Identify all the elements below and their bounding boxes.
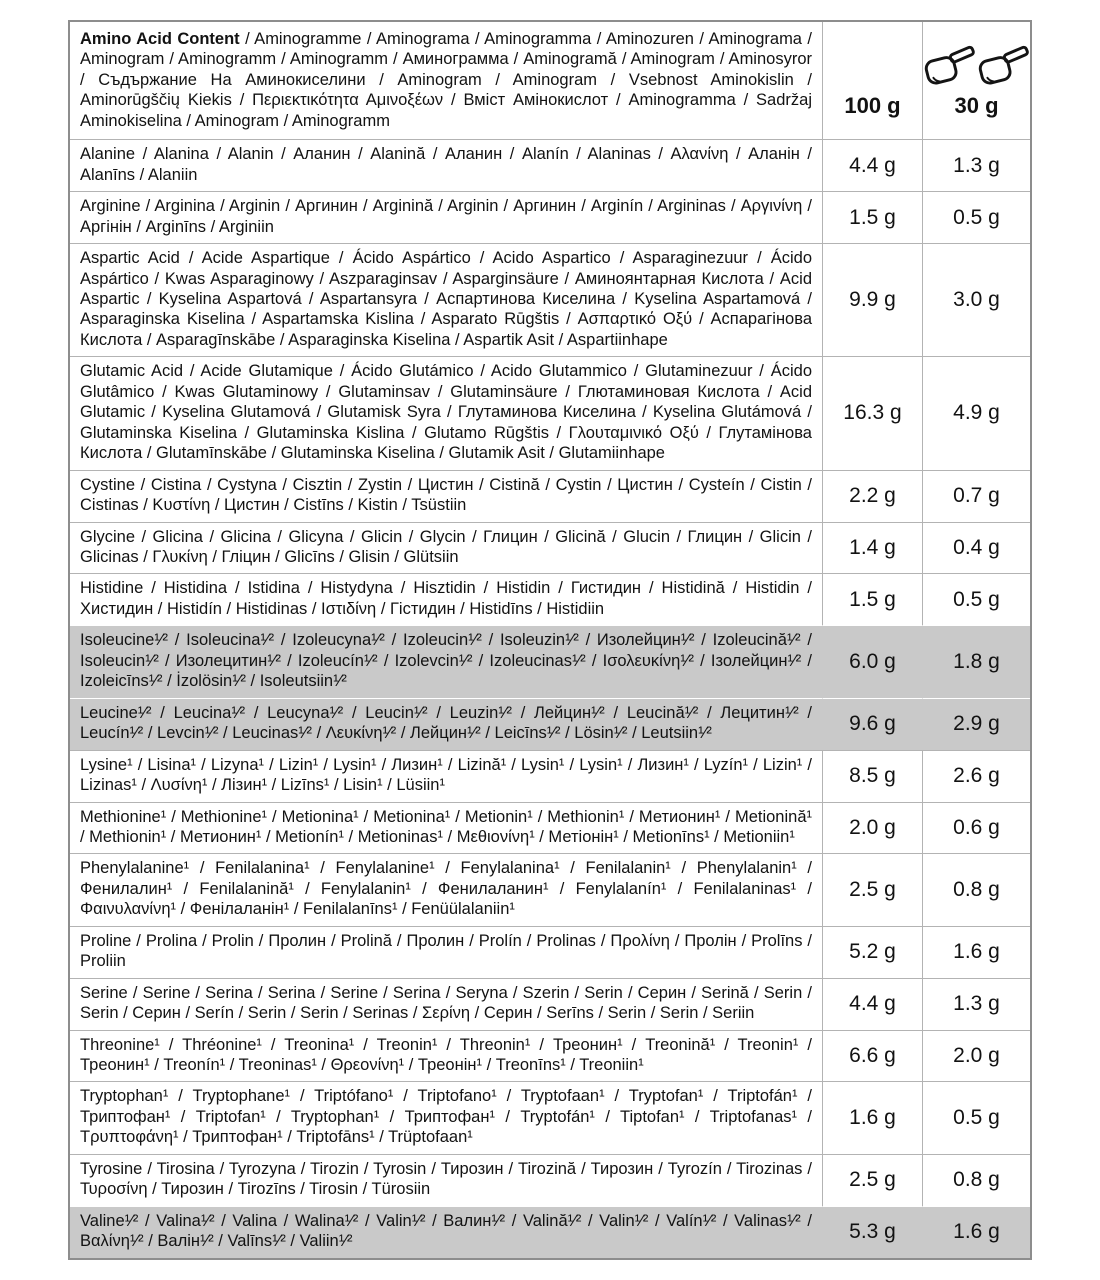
- table-row: [70, 1081, 1030, 1153]
- value-per-30g: 1.3 g: [922, 978, 1030, 1030]
- amino-acid-names: Leucine¹⁄² / Leucina¹⁄² / Leucyna¹⁄² / Leucin¹⁄² / Leuzin¹⁄² / Лейцин¹⁄² / Leucină¹⁄² / Лецитин¹⁄² / Leucín¹⁄² / Levcin¹⁄² / Leucinas¹⁄² / Λευκίνη¹⁄² / Лейцин¹⁄² / Leicīns¹⁄² / Lösin¹⁄² / Leutsiin¹⁄²: [70, 698, 822, 750]
- table-row: [70, 750, 1030, 802]
- table-row: [70, 802, 1030, 854]
- amino-acid-names: Isoleucine¹⁄² / Isoleucina¹⁄² / Izoleucyna¹⁄² / Izoleucin¹⁄² / Isoleuzin¹⁄² / Изолейцин¹⁄² / Izoleucină¹⁄² / Isoleucin¹⁄² / Изолецитин¹⁄² / Izoleucín¹⁄² / Izolevcin¹⁄² / Izoleucinas¹⁄² / Ισολευκίνη¹⁄² / Ізолейцин¹⁄² / Izoleicīns¹⁄² / İzolösin¹⁄² / Isoleutsiin¹⁄²: [70, 625, 822, 697]
- column-header-100g: [822, 22, 922, 139]
- scoop-icon: [923, 44, 1031, 90]
- table-title-translations: / Aminogramme / Aminograma / Aminogramma / Aminozuren / Aminograma / Aminogram / Aminogramm / Aminogramm / Аминограмма / Aminogramă / Aminogram / Aminosyror / Съдържание На Аминокиселини / Aminogram / Aminogram / Vsebnost Aminokislin / Aminorūgščių Kiekis / Περιεκτικότητα Αμινοξέων / Вміст Амінокислот / Aminogramma / Sadržaj Aminokiselina / Aminogram / Aminogramm: [80, 30, 812, 130]
- table-row: [70, 698, 1030, 750]
- value-per-100g: 6.0 g: [822, 625, 922, 697]
- table-row: [70, 926, 1030, 978]
- amino-acid-names: Glycine / Glicina / Glicina / Glicyna / Glicin / Glycin / Глицин / Glicină / Glucin / Глицин / Glicin / Glicinas / Γλυκίνη / Гліцин / Glicīns / Glisin / Glütsiin: [70, 522, 822, 574]
- amino-acid-table: [68, 20, 1032, 1260]
- amino-acid-names: Methionine¹ / Methionine¹ / Metionina¹ / Metionina¹ / Metionin¹ / Methionin¹ / Метионин¹ / Metionină¹ / Methionin¹ / Метионин¹ / Metionín¹ / Metioninas¹ / Μεθιονίνη¹ / Метіонін¹ / Metionīns¹ / Metioniin¹: [70, 802, 822, 854]
- table-row: [70, 853, 1030, 925]
- value-per-100g: 1.5 g: [822, 191, 922, 243]
- amino-acid-names: Tryptophan¹ / Tryptophane¹ / Triptófano¹ / Triptofano¹ / Tryptofaan¹ / Tryptofan¹ / Triptofán¹ / Триптофан¹ / Triptofan¹ / Tryptophan¹ / Триптофан¹ / Tryptofán¹ / Tiptofan¹ / Triptofanas¹ / Τρυπτοφάνη¹ / Триптофан¹ / Triptofāns¹ / Trüptofaan¹: [70, 1081, 822, 1153]
- value-per-30g: 2.9 g: [922, 698, 1030, 750]
- value-per-30g: 0.5 g: [922, 573, 1030, 625]
- table-row: [70, 139, 1030, 191]
- value-per-30g: 0.8 g: [922, 853, 1030, 925]
- value-per-100g: 2.5 g: [822, 853, 922, 925]
- amino-acid-names: Arginine / Arginina / Arginin / Аргинин / Arginină / Arginin / Аргинин / Arginín / Argininas / Αργινίνη / Аргінін / Arginīns / Arginiin: [70, 191, 822, 243]
- value-per-30g: 0.7 g: [922, 470, 1030, 522]
- value-per-30g: 1.8 g: [922, 625, 1030, 697]
- table-title: [70, 22, 822, 139]
- value-per-30g: 3.0 g: [922, 243, 1030, 356]
- value-per-100g: 5.3 g: [822, 1206, 922, 1258]
- table-row: [70, 625, 1030, 697]
- value-per-100g: 5.2 g: [822, 926, 922, 978]
- table-row: [70, 243, 1030, 356]
- value-per-30g: 1.3 g: [922, 139, 1030, 191]
- table-row: [70, 573, 1030, 625]
- value-per-30g: 0.5 g: [922, 191, 1030, 243]
- value-per-30g: 2.0 g: [922, 1030, 1030, 1082]
- value-per-100g: 1.5 g: [822, 573, 922, 625]
- amino-acid-names: Cystine / Cistina / Cystyna / Cisztin / Zystin / Цистин / Cistină / Cystin / Цистин / Cysteín / Cistin / Cistinas / Κυστίνη / Цистин / Cistīns / Kistin / Tsüstiin: [70, 470, 822, 522]
- amino-acid-names: Histidine / Histidina / Istidina / Histydyna / Hisztidin / Histidin / Гистидин / Histidină / Histidin / Хистидин / Histidín / Histidinas / Ιστιδίνη / Гістидин / Histidīns / Histidiin: [70, 573, 822, 625]
- table-title-bold: Amino Acid Content: [80, 30, 240, 48]
- amino-acid-names: Alanine / Alanina / Alanin / Аланин / Alanină / Аланин / Alanín / Alaninas / Αλανίνη / Аланін / Alanīns / Alaniin: [70, 139, 822, 191]
- amino-acid-names: Valine¹⁄² / Valina¹⁄² / Valina / Walina¹⁄² / Valin¹⁄² / Валин¹⁄² / Valină¹⁄² / Valin¹⁄² / Valín¹⁄² / Valinas¹⁄² / Βαλίνη¹⁄² / Валін¹⁄² / Valīns¹⁄² / Valiin¹⁄²: [70, 1206, 822, 1258]
- column-header-30g: [922, 22, 1030, 139]
- table-row: [70, 470, 1030, 522]
- value-per-30g: 4.9 g: [922, 356, 1030, 469]
- table-row: [70, 978, 1030, 1030]
- amino-table-body: [70, 139, 1030, 1257]
- value-per-30g: 0.5 g: [922, 1081, 1030, 1153]
- value-per-100g: 16.3 g: [822, 356, 922, 469]
- value-per-30g: 0.4 g: [922, 522, 1030, 574]
- amino-acid-names: Tyrosine / Tirosina / Tyrozyna / Tirozin / Tyrosin / Тирозин / Tirozină / Тирозин / Tyrozín / Tirozinas / Τυροσίνη / Тирозин / Tirozīns / Tirosin / Türosiin: [70, 1154, 822, 1206]
- table-row: [70, 1030, 1030, 1082]
- value-per-30g: 1.6 g: [922, 926, 1030, 978]
- value-per-100g: 4.4 g: [822, 139, 922, 191]
- amino-acid-names: Phenylalanine¹ / Fenilalanina¹ / Fenylalanine¹ / Fenylalanina¹ / Fenilalanin¹ / Phenylalanin¹ / Фенилалин¹ / Fenilalanină¹ / Fenylalanin¹ / Фенилаланин¹ / Fenylalanín¹ / Fenilalaninas¹ / Φαινυλανίνη¹ / Фенілаланін¹ / Fenilalanīns¹ / Fenüülalaniin¹: [70, 853, 822, 925]
- table-row: [70, 1154, 1030, 1206]
- value-per-30g: 0.8 g: [922, 1154, 1030, 1206]
- table-row: [70, 522, 1030, 574]
- amino-acid-names: Proline / Prolina / Prolin / Пролин / Prolină / Пролин / Prolín / Prolinas / Προλίνη / Пролін / Prolīns / Proliin: [70, 926, 822, 978]
- amino-acid-names: Aspartic Acid / Acide Aspartique / Ácido Aspártico / Acido Aspartico / Asparaginezuur / Ácido Aspártico / Kwas Asparaginowy / Aszparaginsav / Asparginsäure / Аминоянтарная Кислота / Acid Aspartic / Kyselina Aspartová / Aspartansyra / Аспартинова Киселина / Kyselina Aspartamová / Asparaginska Kiselina / Aspartamska Kislina / Asparato Rūgštis / Ασπαρτικό Οξύ / Аспарагінова Кислота / Asparagīnskābe / Asparaginska Kiselina / Aspartik Asit / Aspartiinhape: [70, 243, 822, 356]
- column-header-100g-label: 100 g: [844, 92, 901, 118]
- value-per-100g: 2.2 g: [822, 470, 922, 522]
- value-per-30g: 2.6 g: [922, 750, 1030, 802]
- value-per-100g: 4.4 g: [822, 978, 922, 1030]
- value-per-30g: 1.6 g: [922, 1206, 1030, 1258]
- table-header-row: [70, 22, 1030, 139]
- value-per-100g: 6.6 g: [822, 1030, 922, 1082]
- value-per-100g: 9.9 g: [822, 243, 922, 356]
- amino-acid-names: Glutamic Acid / Acide Glutamique / Ácido Glutámico / Acido Glutammico / Glutaminezuur / Ácido Glutâmico / Kwas Glutaminowy / Glutaminsav / Glutaminsäure / Глютаминовая Кислота / Acid Glutamic / Kyselina Glutamová / Glutamisk Syra / Глутаминова Киселина / Kyselina Glutámová / Glutaminska Kiselina / Glutaminska Kislina / Glutamo Rūgštis / Γλουταμινικό Οξύ / Глутамінова Кислота / Glutamīnskābe / Glutaminska Kiselina / Glutamik Asit / Glutamiinhape: [70, 356, 822, 469]
- value-per-100g: 1.6 g: [822, 1081, 922, 1153]
- table-row: [70, 191, 1030, 243]
- value-per-100g: 2.0 g: [822, 802, 922, 854]
- amino-acid-names: Serine / Serine / Serina / Serina / Serine / Serina / Seryna / Szerin / Serin / Серин / Serină / Serin / Serin / Серин / Serín / Serin / Serin / Serinas / Σερίνη / Серин / Serīns / Serin / Serin / Seriin: [70, 978, 822, 1030]
- amino-acid-names: Threonine¹ / Thréonine¹ / Treonina¹ / Treonin¹ / Threonin¹ / Треонин¹ / Treonină¹ / Treonin¹ / Треонин¹ / Treonín¹ / Treoninas¹ / Θρεονίνη¹ / Треонін¹ / Treonīns¹ / Treoniin¹: [70, 1030, 822, 1082]
- amino-acid-names: Lysine¹ / Lisina¹ / Lizyna¹ / Lizin¹ / Lysin¹ / Лизин¹ / Lizină¹ / Lysin¹ / Lysin¹ / Лизин¹ / Lyzín¹ / Lizin¹ / Lizinas¹ / Λυσίνη¹ / Лізин¹ / Lizīns¹ / Lisin¹ / Lüsiin¹: [70, 750, 822, 802]
- value-per-30g: 0.6 g: [922, 802, 1030, 854]
- value-per-100g: 8.5 g: [822, 750, 922, 802]
- value-per-100g: 9.6 g: [822, 698, 922, 750]
- value-per-100g: 1.4 g: [822, 522, 922, 574]
- table-row: [70, 1206, 1030, 1258]
- value-per-100g: 2.5 g: [822, 1154, 922, 1206]
- column-header-30g-label: 30 g: [954, 92, 999, 118]
- table-row: [70, 356, 1030, 469]
